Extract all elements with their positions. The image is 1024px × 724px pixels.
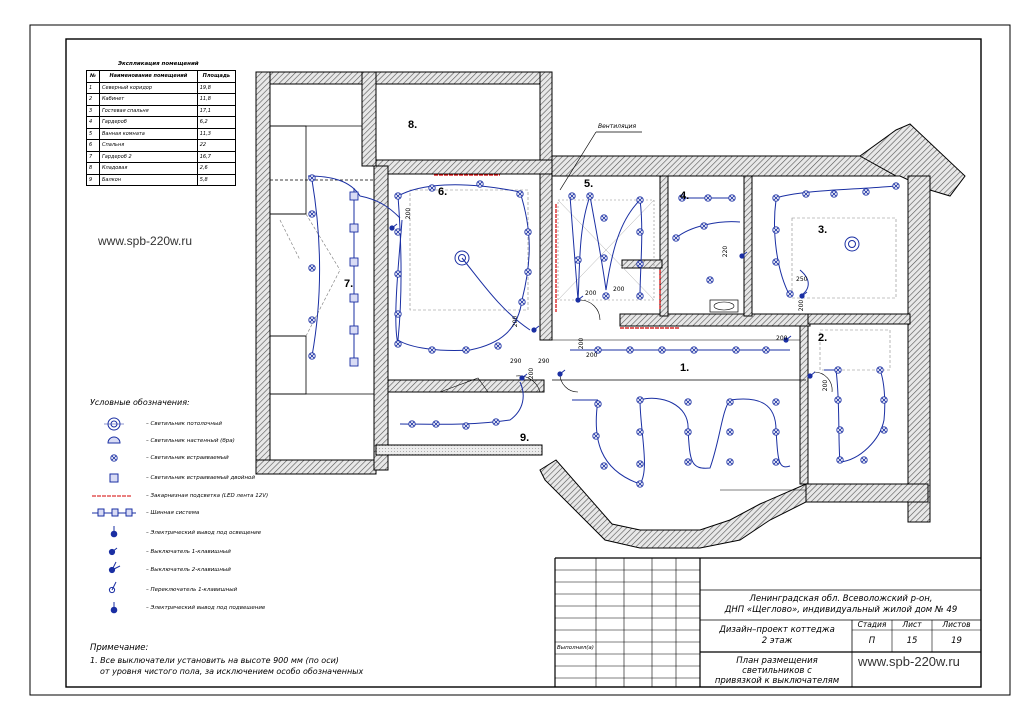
sheets-value: 19 [951,636,962,646]
table-row [87,117,236,129]
room-number-5: 5. [584,178,594,190]
dimension-label: 200 [613,286,625,293]
explication-title: Экспликация помещений [118,61,199,67]
table-cell: Северный коридор [100,82,198,94]
table-cell: 3 [87,105,100,117]
drawing-title-3: привязкой к выключателям [714,676,840,686]
table-cell: Гардероб 2 [100,151,198,163]
sheet-value: 15 [906,636,918,646]
room-number-3: 3. [818,224,828,236]
dimension-label: 290 [538,358,550,365]
dimension-label: 200 [776,335,788,342]
table-row [87,174,236,186]
table-cell: Гостевая спальня [100,105,198,117]
legend-item-pass-switch: – Переключатель 1-клавишный [146,587,238,593]
address-line-2: ДНП «Щеглово», индивидуальный жилой дом № 49 [724,605,958,615]
legend-item-wall-light: – Светильник настенный (бра) [146,438,235,444]
dimension-label: 220 [722,245,730,258]
legend-item-double-recessed: – Светильник встраиваемый двойной [146,475,255,481]
table-cell: 9 [87,174,100,186]
table-cell: Кладовая [100,163,198,175]
table-cell: 6 [87,140,100,152]
table-cell: 2,6 [197,163,235,175]
legend-item-ceiling-light: – Светильник потолочный [146,421,222,427]
table-row [87,163,236,175]
legend-title: Условные обозначения: [90,398,190,407]
room-number-9: 9. [520,432,530,444]
dimension-label: 200 [512,315,520,328]
table-row [87,94,236,106]
table-row [87,105,236,117]
table-cell: 1 [87,82,100,94]
room-number-2: 2. [818,332,828,344]
dimension-label: 200 [528,367,536,380]
dimension-label: 200 [585,290,597,297]
table-header: № [87,71,100,83]
legend-item-track-system: – Шинная система [146,510,200,516]
note-title: Примечание: [90,643,149,653]
table-cell: 5,8 [197,174,235,186]
legend-symbols [92,418,136,613]
table-header: Площадь [197,71,235,83]
room-number-7: 7. [344,278,354,290]
table-row [87,82,236,94]
room-number-4: 4. [680,190,690,202]
address-line-1: Ленинградская обл. Всеволожский р-он, [749,594,933,604]
table-cell: 6,2 [197,117,235,129]
sheet-header: Лист [902,620,922,629]
table-cell: 2 [87,94,100,106]
watermark-right: www.spb-220w.ru [858,654,960,669]
table-cell: 4 [87,117,100,129]
table-row [87,140,236,152]
table-cell: Кабинет [100,94,198,106]
table-row [87,128,236,140]
project-title: Дизайн–проект коттеджа [719,625,835,635]
drawing-title-1: План размещения [736,656,818,666]
legend-item-switch-2: – Выключатель 2-клавишный [146,567,231,573]
floor-plan [256,72,965,548]
watermark-left: www.spb-220w.ru [98,234,193,248]
legend-item-lighting-outlet: – Электрический вывод под освещение [146,530,262,536]
dimension-label: 250 [796,276,808,283]
legend-item-pendant-outlet: – Электрический вывод под подвешение [146,605,266,611]
performed-by-label: Выполнил(а) [557,645,594,651]
table-cell: 17,1 [197,105,235,117]
table-cell: Спальня [100,140,198,152]
project-floor: 2 этаж [761,636,793,646]
room-number-8: 8. [408,119,418,131]
table-row [87,151,236,163]
note-line-2: от уровня чистого пола, за исключением особо обозначенных [100,667,364,676]
room-number-6: 6. [438,186,448,198]
explication-table [86,70,236,186]
table-cell: Гардероб [100,117,198,129]
table-cell: 11,3 [197,128,235,140]
note-line-1: 1. Все выключатели установить на высоте 900 мм (по оси) [90,656,339,665]
ventilation-label: Вентиляция [598,123,637,130]
dimension-label: 200 [405,207,413,220]
dimension-label: 200 [822,379,830,392]
room-number-1: 1. [680,362,690,374]
legend-item-recessed-light: – Светильник встраиваемый [146,455,229,461]
dimension-label: 200 [798,299,806,312]
table-cell: 22 [197,140,235,152]
table-cell: 11,8 [197,94,235,106]
stage-header: Стадия [857,620,887,629]
legend-item-led-strip: – Закарнизная подсветка (LED лента 12V) [146,493,269,499]
table-header-row [87,71,236,83]
table-cell: Балкон [100,174,198,186]
table-cell: 5 [87,128,100,140]
table-cell: 16,7 [197,151,235,163]
table-cell: 19,8 [197,82,235,94]
table-cell: 8 [87,163,100,175]
dimension-label: 200 [586,352,598,359]
table-cell: Ванная комната [100,128,198,140]
table-header: Наименование помещений [100,71,198,83]
dimension-label: 290 [510,358,522,365]
drawing-title-2: светильников с [742,666,812,676]
sheets-header: Листов [942,620,971,629]
legend-item-switch-1: – Выключатель 1-клавишный [146,549,231,555]
stage-value: П [868,636,876,646]
table-cell: 7 [87,151,100,163]
dimension-label: 200 [578,337,586,350]
